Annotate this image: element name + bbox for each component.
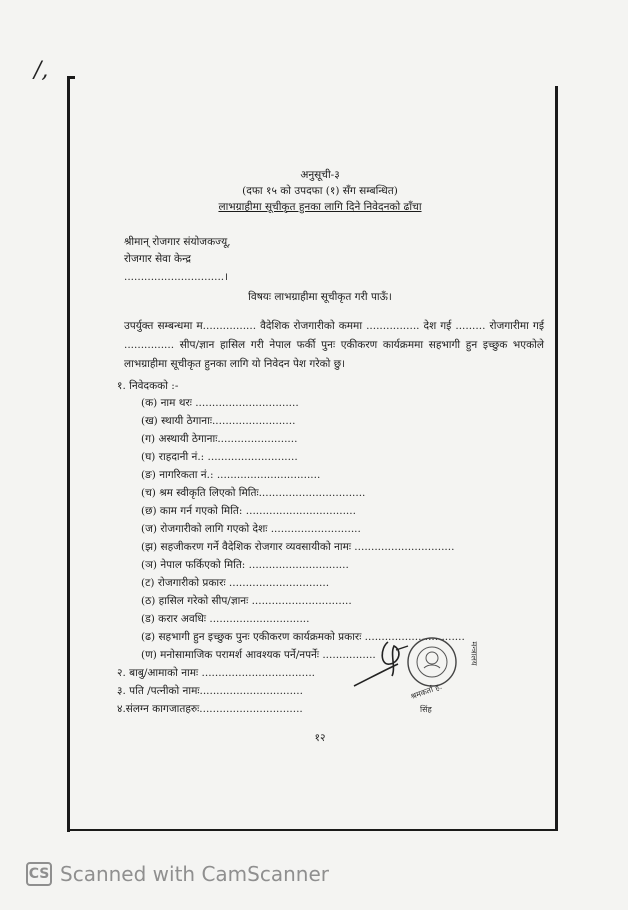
body-paragraph: उपर्युक्त सम्बन्धमा म................ वैदेशिक रोजगारीको कममा ................ देश गई ......... रोजगारीमा गई ............... सीप/ज्ञान हासिल गरी नेपाल फर्की पुनः एकीकरण कार्यक्रममा सहभागी हुन इच्छुक भएकोले लाभग्राहीमा सूचीकृत हुनका लागि यो निवेदन पेश गरेको छु। (124, 320, 544, 370)
field-employment-type: (ट) रोजगारीको प्रकारः .............................. (141, 577, 330, 589)
page-number: १२ (314, 732, 326, 744)
field-agency-name: (झ) सहजीकरण गर्ने वैदेशिक रोजगार व्यवसायीको नामः .............................. (141, 541, 455, 553)
seal-text-bottom-2: सिंह (420, 705, 432, 714)
field-passport-number: (घ) राहदानी नं.: ........................... (141, 451, 298, 463)
field-contract-period: (ड) करार अवधिः .............................. (141, 613, 310, 625)
field-citizenship-number: (ङ) नागरिकता नं.: ............................... (141, 469, 321, 481)
page-border-right (555, 86, 558, 830)
field-skills-acquired: (ठ) हासिल गरेको सीप/ज्ञानः .............................. (141, 595, 352, 607)
field-spouse-name: ३. पति /पत्नीको नामः............................... (117, 685, 303, 697)
section-1-heading: १. निवेदकको :- (117, 380, 179, 392)
field-name: (क) नाम थरः ............................... (141, 397, 299, 409)
field-reintegration-program: (ढ) सहभागी हुन इच्छुक पुनः एकीकरण कार्यक्रमको प्रकारः .............................. (141, 631, 465, 643)
camscanner-label: Scanned with CamScanner (60, 862, 329, 886)
reference-line: (दफा १५ को उपदफा (१) सँग सम्बन्धित) (242, 185, 398, 197)
field-destination-country: (ज) रोजगारीको लागि गएको देशः ........................... (141, 523, 361, 535)
field-temporary-address: (ग) अस्थायी ठेगानाः........................ (141, 433, 298, 445)
pen-mark: /, (34, 58, 49, 83)
camscanner-logo: CS (26, 862, 52, 886)
field-permanent-address: (ख) स्थायी ठेगानाः......................... (141, 415, 296, 427)
field-parent-name: २. बाबु/आमाको नामः .................................. (117, 667, 315, 679)
page-border-top (67, 76, 75, 79)
annex-label: अनुसूची-३ (300, 169, 340, 181)
camscanner-watermark (26, 860, 329, 888)
page-title: लाभग्राहीमा सूचीकृत हुनका लागि दिने निवेदनको ढाँचा (218, 201, 422, 213)
address-line-1: श्रीमान् रोजगार संयोजकज्यू, (124, 236, 231, 248)
page-border-bottom (67, 829, 558, 831)
field-return-date: (ञ) नेपाल फर्किएको मिति: .............................. (141, 559, 349, 571)
subject-line: विषयः लाभग्राहीमा सूचीकृत गरी पाऊँ। (248, 291, 392, 303)
address-line-3: ..............................। (124, 271, 229, 283)
seal-text-right: मन्त्रालय (469, 641, 479, 666)
field-departure-date: (छ) काम गर्न गएको मिति: ................................. (141, 505, 356, 517)
field-psychosocial-counseling: (ण) मनोसामाजिक परामर्श आवश्यक पर्ने/नपर्नेः ................ (141, 649, 376, 661)
field-attachments: ४.संलग्न कागजातहरुः............................... (117, 703, 303, 715)
page-border-left (67, 76, 70, 832)
field-labor-permit-date: (च) श्रम स्वीकृति लिएको मितिः................................ (141, 487, 366, 499)
seal-text-bottom: श्रमकर्ता ह. (409, 681, 444, 702)
address-line-2: रोजगार सेवा केन्द्र (124, 253, 191, 265)
